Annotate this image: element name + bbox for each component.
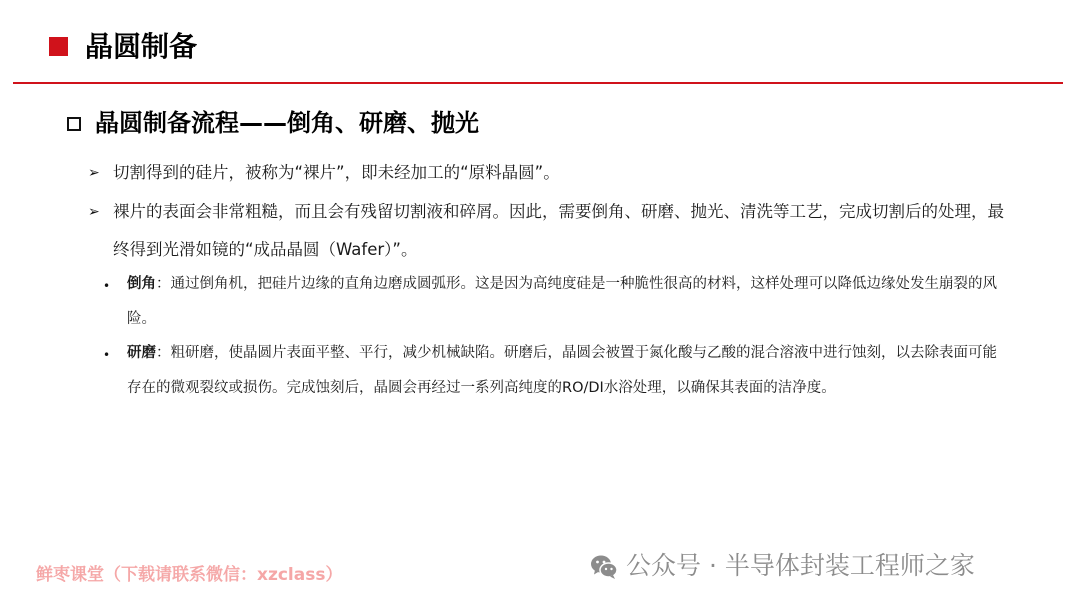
- arrow-bullet-text: 切割得到的硅片，被称为“裸片”，即未经加工的“原料晶圆”。: [113, 163, 560, 182]
- slide-title: 晶圆制备: [85, 30, 198, 63]
- arrow-bullet-text: 裸片的表面会非常粗糙，而且会有残留切割液和碎屑。因此，需要倒角、研磨、抛光、清洗等工艺，完成切割后的处理，最终得到光滑如镜的“成品晶圆（Wafer）”。: [113, 202, 1004, 259]
- watermark-text: 鲜枣课堂（下载请联系微信：xzclass）: [36, 565, 343, 585]
- dot-bullet-item: [127, 267, 1007, 337]
- arrow-bullet-icon: ➢: [88, 204, 100, 220]
- title-square-icon: [49, 37, 68, 56]
- term-label: 倒角: [127, 276, 156, 292]
- term-description: ：通过倒角机，把硅片边缘的直角边磨成圆弧形。这是因为高纯度硅是一种脆性很高的材料，这样处理可以降低边缘处发生崩裂的风险。: [127, 276, 997, 327]
- hollow-square-bullet-icon: [67, 117, 81, 131]
- wechat-account-label: 公众号 · 半导体封装工程师之家: [626, 551, 975, 580]
- title-divider: [13, 82, 1063, 84]
- dot-bullet-icon: •: [103, 279, 111, 293]
- wechat-icon: [589, 552, 619, 582]
- term-description: ：粗研磨，使晶圆片表面平整、平行，减少机械缺陷。研磨后，晶圆会被置于氮化酸与乙酸的混合溶液中进行蚀刻，以去除表面可能存在的微观裂纹或损伤。完成蚀刻后，晶圆会再经过一系列高纯度的RO/DI水浴处理，以确保其表面的洁净度。: [127, 345, 997, 396]
- section-heading: 晶圆制备流程——倒角、研磨、抛光: [95, 109, 479, 137]
- arrow-bullet-icon: ➢: [88, 165, 100, 181]
- dot-bullet-icon: •: [103, 348, 111, 362]
- dot-bullet-item: [127, 336, 1007, 406]
- term-label: 研磨: [127, 345, 156, 361]
